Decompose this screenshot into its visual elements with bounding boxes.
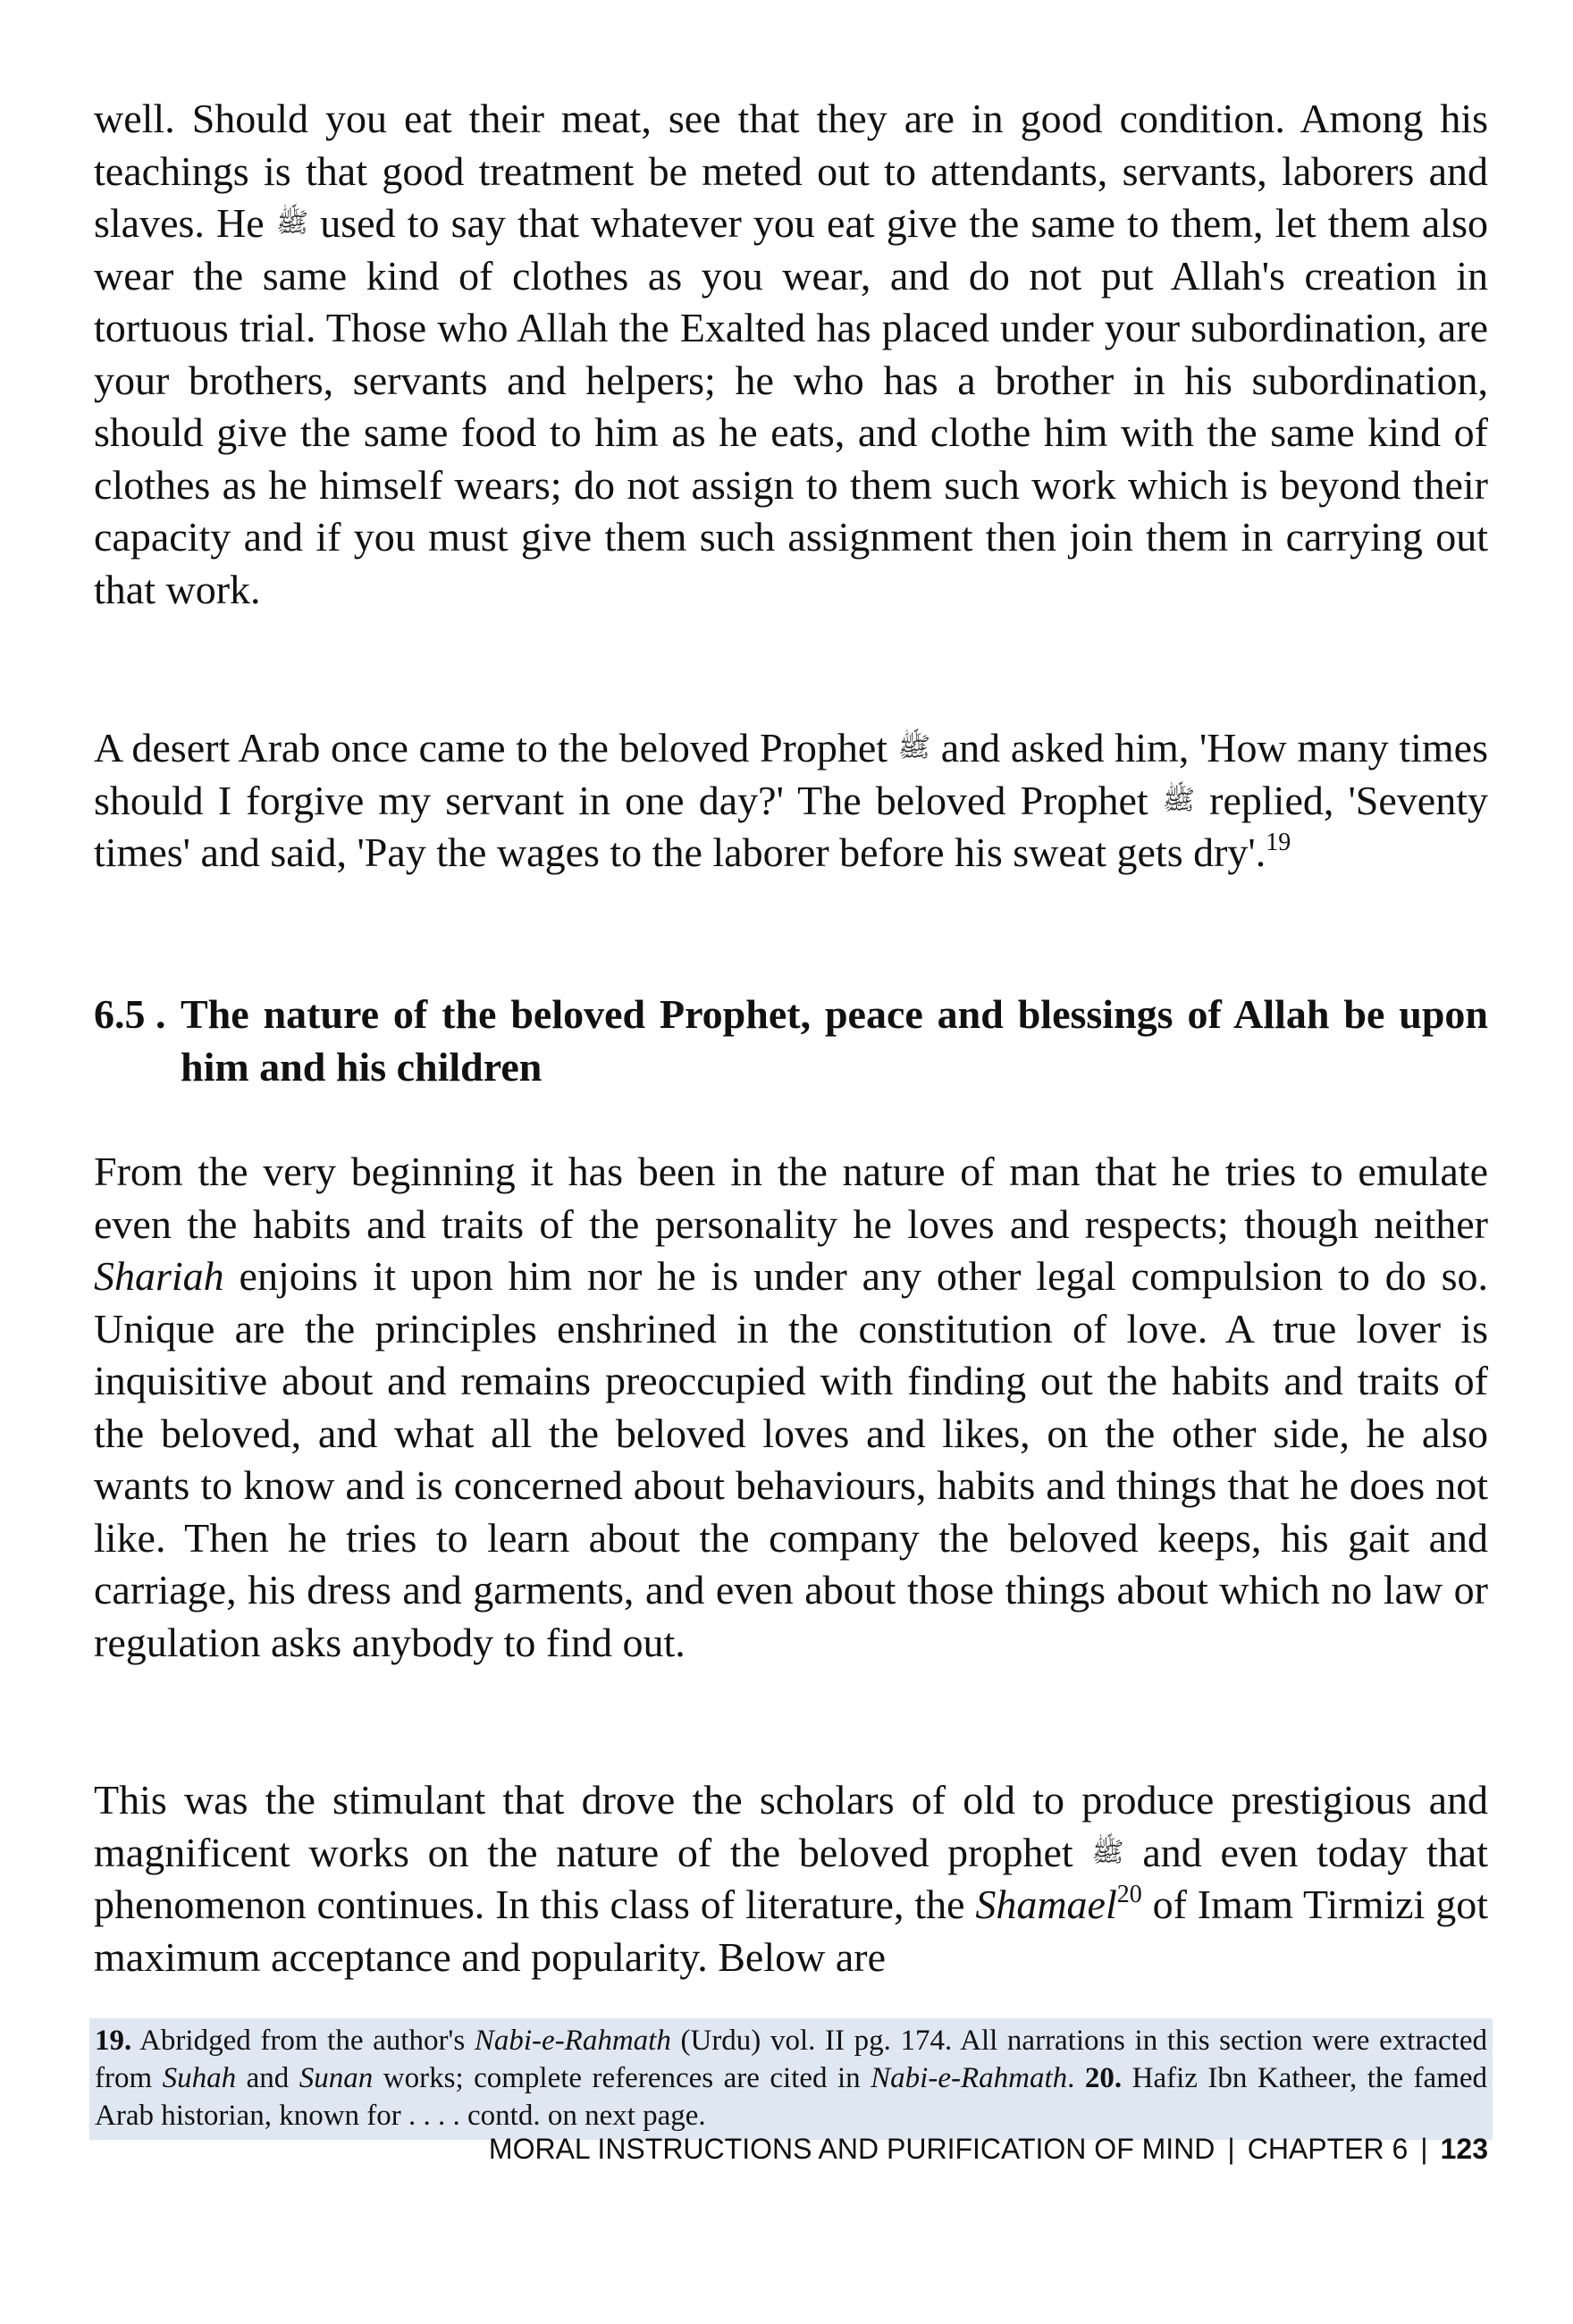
body-paragraph-4 bbox=[94, 1774, 1488, 1983]
footnote-number: 20. bbox=[1084, 2062, 1123, 2094]
text-span: Hafiz Ibn Katheer, the famed Arab historian, known for . . . . contd. on next page. bbox=[95, 2062, 1488, 2132]
salla-symbol-icon: ﷺ bbox=[1162, 784, 1196, 816]
footnote-ref-20: 20 bbox=[1116, 1881, 1142, 1908]
chapter-label: CHAPTER 6 bbox=[1247, 2133, 1409, 2165]
text-span: Abridged from the author's bbox=[131, 2025, 475, 2057]
salla-symbol-icon: ﷺ bbox=[1091, 1836, 1124, 1868]
text-span: replied, 'Seventy times' and said, 'Pay the wages to the laborer before his sweat gets dry'. bbox=[94, 777, 1488, 875]
text-span: enjoins it upon him nor he is under any other legal compulsion to do so. Unique are the principles enshrined in the constitution of love. A true lover is inquisitive about and remains preoccupied with finding out the habits and traits of the beloved, and what all the beloved loves and likes, on the other side, he also wants to know and is concerned about behaviours, habits and things that he does not like. Then he tries to learn about the company the beloved keeps, his gait and carriage, his dress and garments, and even about those things about which no law or regulation asks anybody to find out. bbox=[94, 1253, 1488, 1665]
footer-separator: | bbox=[1227, 2133, 1235, 2165]
page-footer bbox=[489, 2133, 1488, 2166]
body-paragraph-3 bbox=[94, 1146, 1488, 1669]
body-paragraph-2 bbox=[94, 722, 1488, 880]
text-span: . bbox=[1067, 2062, 1085, 2094]
section-number: 6.5 . bbox=[94, 991, 166, 1037]
page-number: 123 bbox=[1440, 2133, 1488, 2165]
text-span: works; complete references are cited in bbox=[373, 2062, 871, 2094]
text-span: (Urdu) vol. II pg. 174. All narrations in this section were extracted from bbox=[95, 2025, 1487, 2094]
text-span: and asked him, 'How many times should I forgive my servant in one day?' The beloved Prophet bbox=[94, 725, 1488, 823]
italic-term: Nabi-e-Rahmath bbox=[474, 2025, 671, 2057]
italic-term: Shariah bbox=[94, 1253, 224, 1299]
text-span: well. Should you eat their meat, see that they are in good condition. Among his teachings is that good treatment be meted out to attendants, servants, laborers and slaves. He bbox=[94, 96, 1488, 246]
italic-term: Shamael bbox=[975, 1882, 1117, 1927]
footer-separator: | bbox=[1420, 2133, 1428, 2165]
italic-term: Nabi-e-Rahmath bbox=[871, 2062, 1068, 2094]
footnotes-box bbox=[89, 2018, 1493, 2140]
text-span: of Imam Tirmizi got maximum acceptance and popularity. Below are bbox=[94, 1882, 1488, 1980]
footnote-ref-19: 19 bbox=[1266, 829, 1291, 856]
salla-symbol-icon: ﷺ bbox=[897, 732, 931, 763]
italic-term: Suhah bbox=[162, 2062, 237, 2094]
section-heading bbox=[94, 989, 1488, 1093]
text-span: used to say that whatever you eat give the same to them, let them also wear the same kind of clothes as you wear, and do not put Allah's creation in tortuous trial. Those who Allah the Exalted has placed under your subordination, are your brothers, servants and helpers; he who has a brother in his subordination, should give the same food to him as he eats, and clothe him with the same kind of clothes as he himself wears; do not assign to them such work which is beyond their capacity and if you must give them such assignment then join them in carrying out that work. bbox=[94, 200, 1488, 612]
salla-symbol-icon: ﷺ bbox=[275, 207, 309, 239]
italic-term: Sunan bbox=[299, 2062, 374, 2094]
running-title: MORAL INSTRUCTIONS AND PURIFICATION OF MIND bbox=[488, 2133, 1216, 2165]
text-span: and even today that phenomenon continues. In this class of literature, the bbox=[94, 1829, 1488, 1927]
footnote-number: 19. bbox=[95, 2025, 132, 2057]
text-span: From the very beginning it has been in the nature of man that he tries to emulate even the habits and traits of the personality he loves and respects; though neither bbox=[94, 1149, 1488, 1247]
text-span: This was the stimulant that drove the scholars of old to produce prestigious and magnificent works on the nature of the beloved prophet bbox=[94, 1777, 1488, 1875]
section-title: The nature of the beloved Prophet, peace and blessings of Allah be upon him and his children bbox=[181, 991, 1488, 1090]
text-span: A desert Arab once came to the beloved Prophet bbox=[94, 725, 898, 770]
body-paragraph-1 bbox=[94, 93, 1488, 616]
text-span: and bbox=[236, 2062, 299, 2094]
